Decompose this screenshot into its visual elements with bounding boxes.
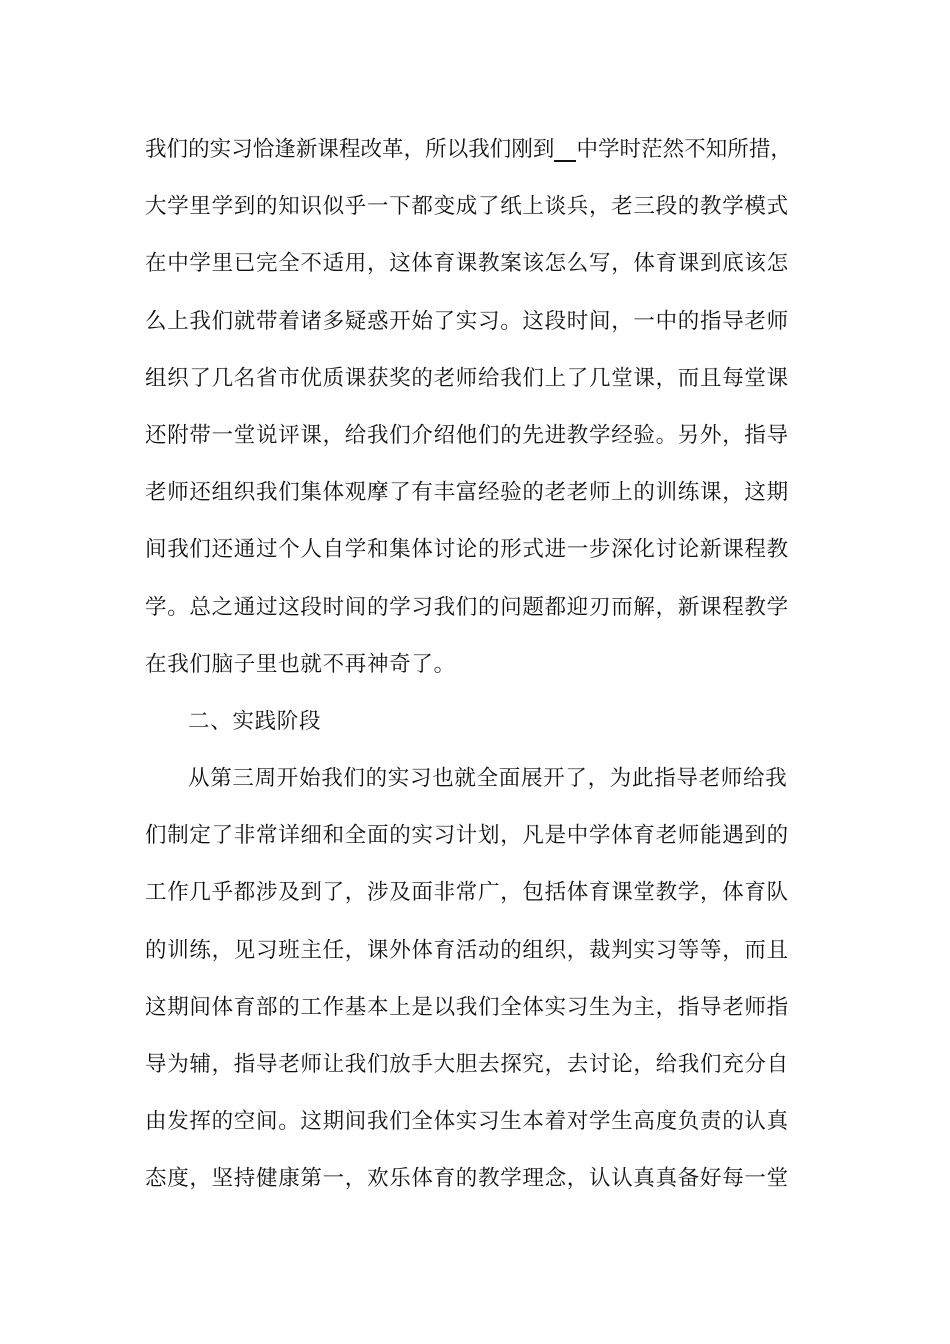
fill-in-blank (554, 140, 576, 162)
paragraph-line: 组织了几名省市优质课获奖的老师给我们上了几堂课，而且每堂课 (145, 365, 789, 391)
paragraph-line: 学。总之通过这段时间的学习我们的问题都迎刃而解，新课程教学 (145, 594, 789, 620)
paragraph-line: 间我们还通过个人自学和集体讨论的形式进一步深化讨论新课程教 (145, 537, 789, 563)
line-text: 我们的实习恰逢新课程改革，所以我们刚到 (145, 137, 555, 162)
paragraph-line: 从第三周开始我们的实习也就全面展开了，为此指导老师给我 (188, 766, 788, 792)
line-text: 中学时茫然不知所措， (576, 137, 792, 162)
paragraph-line: 在我们脑子里也就不再神奇了。 (145, 651, 456, 677)
paragraph-line: 们制定了非常详细和全面的实习计划，凡是中学体育老师能遇到的 (145, 823, 789, 849)
paragraph-line: 由发挥的空间。这期间我们全体实习生本着对学生高度负责的认真 (145, 1109, 789, 1135)
paragraph-line: 大学里学到的知识似乎一下都变成了纸上谈兵，老三段的教学模式 (145, 194, 789, 220)
paragraph-line (145, 128, 810, 185)
paragraph-line: 还附带一堂说评课，给我们介绍他们的先进教学经验。另外，指导 (145, 422, 789, 448)
paragraph-line: 么上我们就带着诸多疑惑开始了实习。这段时间，一中的指导老师 (145, 308, 789, 334)
paragraph-line: 的训练，见习班主任，课外体育活动的组织，裁判实习等等，而且 (145, 937, 789, 963)
section-heading: 二、实践阶段 (188, 708, 322, 734)
paragraph-line: 这期间体育部的工作基本上是以我们全体实习生为主，指导老师指 (145, 994, 789, 1020)
paragraph-line: 老师还组织我们集体观摩了有丰富经验的老老师上的训练课，这期 (145, 480, 789, 506)
document-body (145, 128, 810, 1215)
paragraph-line: 态度，坚持健康第一，欢乐体育的教学理念，认认真真备好每一堂 (145, 1166, 789, 1192)
paragraph-line: 在中学里已完全不适用，这体育课教案该怎么写，体育课到底该怎 (145, 251, 789, 277)
paragraph-line: 工作几乎都涉及到了，涉及面非常广，包括体育课堂教学，体育队 (145, 880, 789, 906)
paragraph-line: 导为辅，指导老师让我们放手大胆去探究，去讨论，给我们充分自 (145, 1052, 789, 1077)
